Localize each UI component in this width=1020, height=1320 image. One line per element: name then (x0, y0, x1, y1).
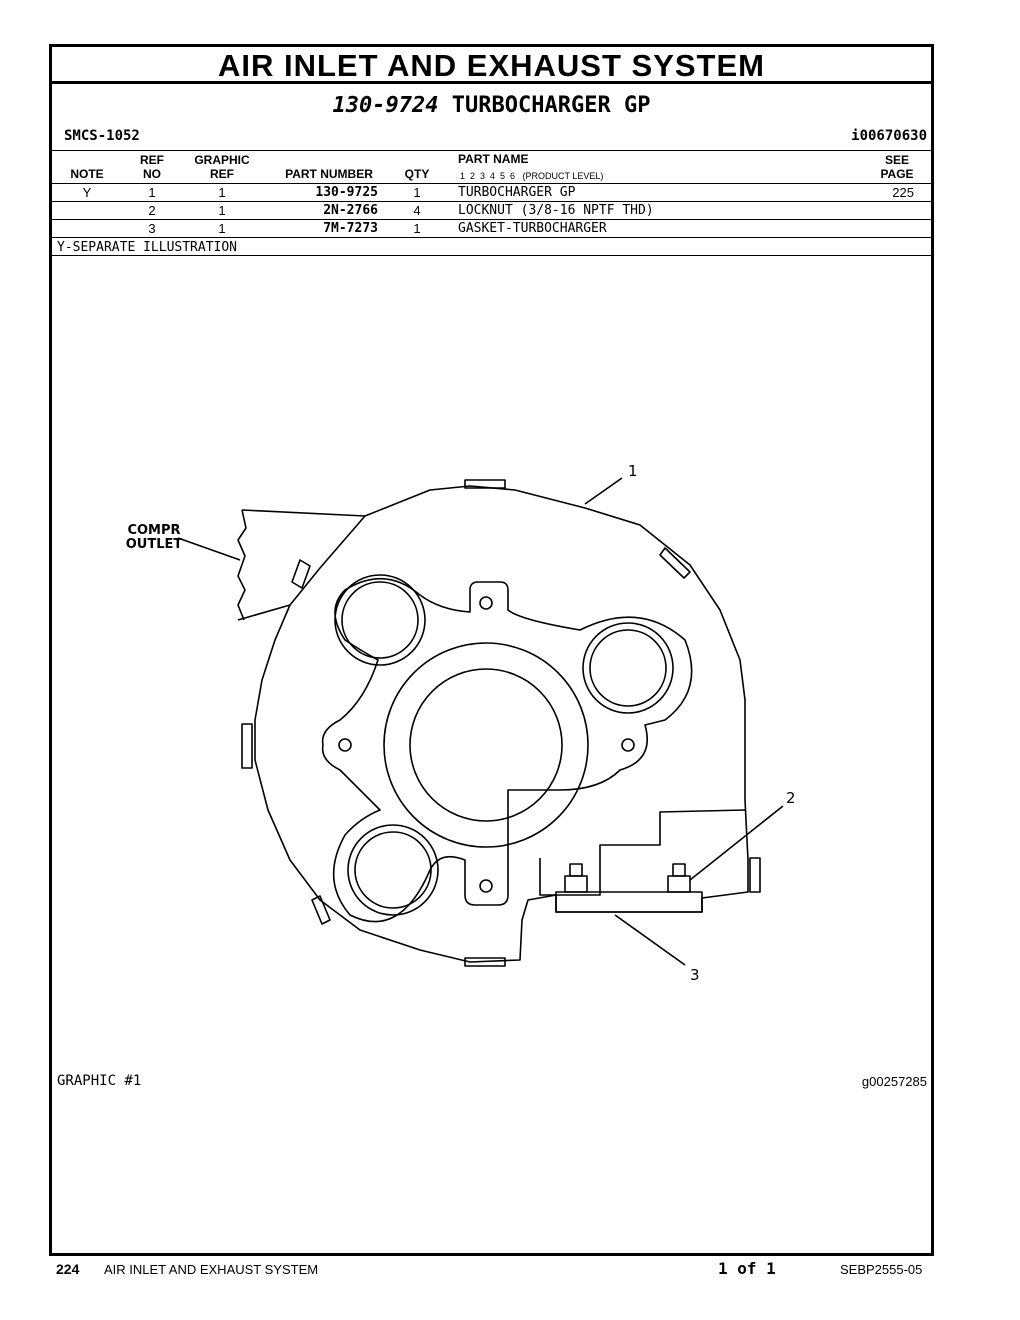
row-graphic: 1 (218, 185, 226, 200)
locknut-right (668, 876, 690, 892)
row-qty: 4 (413, 203, 421, 218)
footer-section: AIR INLET AND EXHAUST SYSTEM (104, 1262, 319, 1277)
hole-bottom (480, 880, 492, 892)
locknut-left-stud (570, 864, 582, 876)
graphic-label: GRAPHIC #1 (57, 1073, 142, 1089)
boss-lower-left (312, 896, 330, 924)
row-part-number: 2N-2766 (323, 203, 378, 218)
port-upper-left (342, 582, 418, 658)
smcs-code: SMCS-1052 (64, 128, 140, 144)
header-graphic-2: REF (210, 167, 234, 181)
group-name: TURBOCHARGER GP (451, 93, 651, 118)
row-qty: 1 (413, 185, 421, 200)
footer-page-number: 224 (56, 1261, 80, 1277)
row-ref: 1 (148, 185, 156, 200)
header-note: NOTE (70, 167, 104, 181)
hole-left (339, 739, 351, 751)
port-lower-left-ring (348, 825, 438, 915)
compr-label-line1: COMPR (127, 523, 181, 538)
row-qty: 1 (413, 221, 421, 236)
hole-top (480, 597, 492, 609)
header-product-levels: 1 2 3 4 5 6 (PRODUCT LEVEL) (460, 171, 604, 181)
row-part-name: GASKET-TURBOCHARGER (458, 221, 607, 236)
header-ref-2: NO (143, 167, 161, 181)
compr-label-line2: OUTLET (125, 537, 183, 552)
row-ref: 2 (148, 203, 156, 218)
row-part-name: LOCKNUT (3/8-16 NPTF THD) (458, 203, 654, 218)
bracket (540, 810, 745, 895)
leader-compr (178, 538, 240, 560)
hole-right (622, 739, 634, 751)
row-part-number: 130-9725 (315, 185, 378, 200)
graphic-id: g00257285 (861, 1074, 927, 1089)
footer-doc-id: SEBP2555-05 (840, 1262, 923, 1277)
callout-2: 2 (786, 789, 796, 807)
port-right-ring (583, 623, 673, 713)
row-graphic: 1 (218, 203, 226, 218)
row-ref: 3 (148, 221, 156, 236)
row-part-number: 7M-7273 (323, 221, 378, 236)
boss-right (750, 858, 760, 892)
header-ref-1: REF (140, 153, 164, 167)
leader-3 (615, 915, 685, 965)
row-see-page: 225 (892, 185, 914, 200)
row-note: Y (82, 185, 92, 200)
leader-1 (585, 478, 622, 504)
port-upper-left-ring (335, 575, 425, 665)
locknut-left (565, 876, 587, 892)
header-part-number: PART NUMBER (285, 167, 373, 181)
illustration-id: i00670630 (851, 128, 927, 144)
center-port-outer (384, 643, 588, 847)
header-part-name: PART NAME (458, 152, 529, 166)
mounting-plate (323, 579, 692, 922)
footer-page-of: 1 of 1 (718, 1259, 776, 1278)
port-right (590, 630, 666, 706)
header-see-1: SEE (884, 153, 909, 167)
leader-2 (690, 806, 783, 880)
note-legend: Y-SEPARATE ILLUSTRATION (57, 240, 238, 255)
port-lower-left (355, 832, 431, 908)
center-port-inner (410, 669, 562, 821)
group-part-number: 130-9724 (332, 93, 439, 118)
boss-left (242, 724, 252, 768)
callout-3: 3 (690, 966, 700, 984)
header-graphic-1: GRAPHIC (194, 153, 250, 167)
row-part-name: TURBOCHARGER GP (458, 185, 576, 200)
callout-1: 1 (628, 462, 638, 480)
header-see-2: PAGE (880, 167, 914, 181)
header-qty: QTY (404, 167, 430, 181)
row-graphic: 1 (218, 221, 226, 236)
locknut-right-stud (673, 864, 685, 876)
section-title: AIR INLET AND EXHAUST SYSTEM (52, 47, 931, 84)
